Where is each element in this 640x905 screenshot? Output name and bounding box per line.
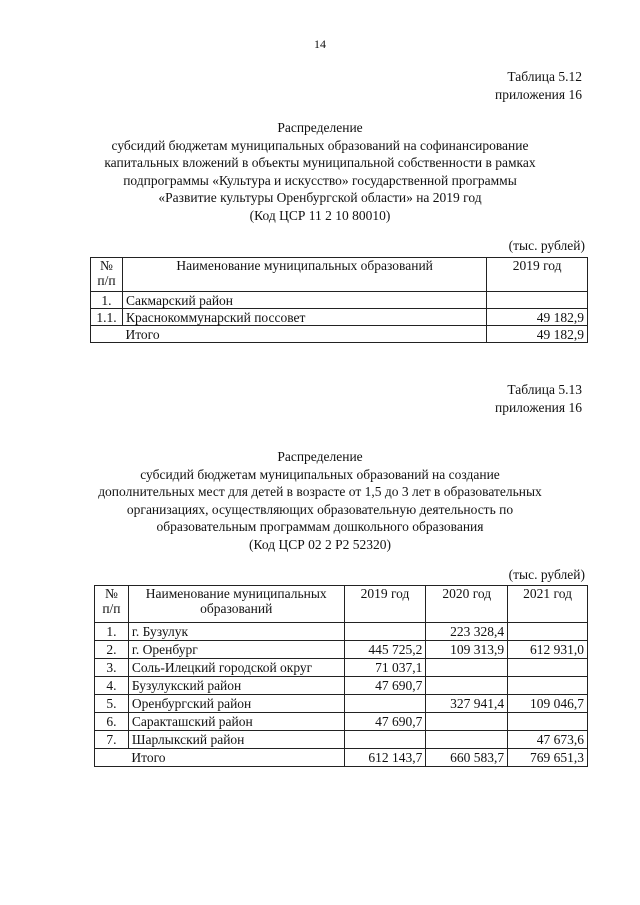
row-2020 (426, 713, 508, 731)
table1-units: (тыс. рублей) (508, 238, 585, 253)
total-label: Итого (128, 749, 344, 767)
total-label: Итого (122, 326, 486, 343)
table1 (90, 257, 588, 343)
table2-ref-line1: Таблица 5.13 (507, 382, 582, 397)
row-2021: 109 046,7 (508, 695, 588, 713)
row-name: г. Оренбург (128, 641, 344, 659)
row-2020 (426, 731, 508, 749)
table2-desc-line: организациях, осуществляющих образовательную деятельность по (126, 501, 514, 517)
row-2019: 47 690,7 (344, 713, 426, 731)
table1-header-name: Наименование муниципальных образований (122, 258, 486, 292)
table1-title: Распределение (277, 120, 363, 135)
row-name: Бузулукский район (128, 677, 344, 695)
table1-desc-line: капитальных вложений в объекты муниципальной собственности в рамках (104, 155, 536, 170)
table2-ref-line2: приложения 16 (494, 400, 582, 415)
row-2019: 445 725,2 (344, 641, 426, 659)
table2-desc-line: субсидий бюджетам муниципальных образований на создание (140, 466, 500, 482)
row-num: 7. (95, 731, 129, 749)
table1-ref-line2: приложения 16 (494, 87, 582, 102)
table2-code: (Код ЦСР 02 2 P2 52320) (249, 536, 391, 552)
row-2021 (508, 677, 588, 695)
row-2020: 223 328,4 (426, 623, 508, 641)
table-row (95, 731, 588, 749)
row-2021 (508, 623, 588, 641)
row-name: Шарлыкский район (128, 731, 344, 749)
table1-total-row (91, 326, 588, 343)
row-num: 6. (95, 713, 129, 731)
table2-header-row (95, 586, 588, 623)
table-row (91, 309, 588, 326)
table2 (94, 585, 588, 767)
table-row (95, 695, 588, 713)
page-number: 14 (314, 37, 326, 51)
table2-title: Распределение (277, 449, 363, 464)
row-2021: 612 931,0 (508, 641, 588, 659)
table2-header-2019: 2019 год (344, 586, 426, 623)
total-num-empty (91, 326, 123, 343)
table2-header-name-line1: Наименование муниципальных (145, 586, 327, 601)
row-2019 (487, 292, 588, 309)
row-num: 1. (91, 292, 123, 309)
table2-header-num: № п/п (95, 586, 129, 623)
table1-header-row (91, 258, 588, 292)
table1-ref-line1: Таблица 5.12 (507, 69, 582, 84)
row-2019: 71 037,1 (344, 659, 426, 677)
table2-desc-line: образовательным программам дошкольного образования (156, 519, 484, 534)
row-name: Краснокоммунарский поссовет (122, 309, 486, 326)
table2-header-name-line2: образований (200, 601, 273, 616)
row-2021 (508, 713, 588, 731)
total-2021: 769 651,3 (508, 749, 588, 767)
table2-heading (60, 448, 580, 553)
row-2021: 47 673,6 (508, 731, 588, 749)
row-2019 (344, 623, 426, 641)
table-row (95, 623, 588, 641)
total-2020: 660 583,7 (426, 749, 508, 767)
row-num: 1. (95, 623, 129, 641)
table1-desc-line: «Развитие культуры Оренбургской области» на 2019 год (158, 190, 482, 205)
row-num: 4. (95, 677, 129, 695)
table2-header-2021: 2021 год (508, 586, 588, 623)
row-num: 1.1. (91, 309, 123, 326)
row-2020 (426, 677, 508, 695)
row-2019: 49 182,9 (487, 309, 588, 326)
table-row (95, 659, 588, 677)
table-row (95, 713, 588, 731)
table1-reference (495, 68, 582, 104)
table2-units: (тыс. рублей) (508, 567, 585, 582)
row-2020: 327 941,4 (426, 695, 508, 713)
table1-heading (60, 119, 580, 224)
row-2021 (508, 659, 588, 677)
table1-header-num: № п/п (91, 258, 123, 292)
table-row (91, 292, 588, 309)
total-2019: 612 143,7 (344, 749, 426, 767)
table2-header-name (128, 586, 344, 623)
row-name: Оренбургский район (128, 695, 344, 713)
row-num: 5. (95, 695, 129, 713)
row-2019 (344, 731, 426, 749)
row-2019: 47 690,7 (344, 677, 426, 695)
table2-header-2020: 2020 год (426, 586, 508, 623)
table1-header-2019: 2019 год (487, 258, 588, 292)
row-num: 3. (95, 659, 129, 677)
table2-total-row (95, 749, 588, 767)
table1-desc-line: подпрограммы «Культура и искусство» государственной программы (123, 172, 517, 188)
table2-reference (495, 381, 582, 417)
row-name: Сакмарский район (122, 292, 486, 309)
total-2019: 49 182,9 (487, 326, 588, 343)
row-num: 2. (95, 641, 129, 659)
table-row (95, 641, 588, 659)
total-num-empty (95, 749, 129, 767)
row-name: г. Бузулук (128, 623, 344, 641)
row-2019 (344, 695, 426, 713)
row-2020: 109 313,9 (426, 641, 508, 659)
table1-code: (Код ЦСР 11 2 10 80010) (249, 207, 391, 223)
row-2020 (426, 659, 508, 677)
row-name: Саракташский район (128, 713, 344, 731)
table-row (95, 677, 588, 695)
table1-desc-line: субсидий бюджетам муниципальных образований на софинансирование (111, 137, 529, 153)
table2-desc-line: дополнительных мест для детей в возрасте от 1,5 до 3 лет в образовательных (98, 484, 542, 499)
row-name: Соль-Илецкий городской округ (128, 659, 344, 677)
